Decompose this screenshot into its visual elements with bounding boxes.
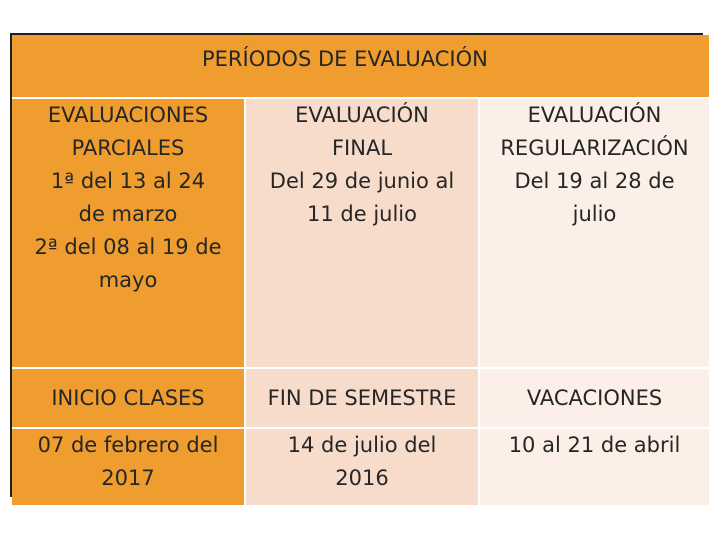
- table-title: [12, 35, 709, 97]
- vacation-date: 10 al 21 de abril: [508, 433, 681, 457]
- partial-evaluations-cell: [12, 99, 244, 367]
- final-evaluation-cell: [246, 99, 478, 367]
- semester-end-label: FIN DE SEMESTRE: [267, 385, 457, 410]
- regularization-evaluation-cell: [480, 99, 709, 367]
- semester-end-date-cell: [246, 429, 478, 505]
- class-start-label-cell: [12, 369, 244, 427]
- vacation-label-cell: [480, 369, 709, 427]
- regularization-evaluation-text: EVALUACIÓN REGULARIZACIÓN Del 19 al 28 de julio: [500, 103, 689, 226]
- class-start-label: INICIO CLASES: [51, 385, 205, 410]
- final-evaluation-text: EVALUACIÓN FINAL Del 29 de junio al 11 de julio: [269, 103, 455, 226]
- semester-end-date: 14 de julio del 2016: [287, 433, 437, 490]
- class-start-date: 07 de febrero del 2017: [37, 433, 219, 490]
- semester-end-label-cell: [246, 369, 478, 427]
- table-title-text: PERÍODOS DE EVALUACIÓN: [202, 47, 488, 71]
- partial-evaluations-text: EVALUACIONES PARCIALES 1ª del 13 al 24 de marzo 2ª del 08 al 19 de mayo: [34, 103, 222, 292]
- vacation-label: VACACIONES: [526, 385, 663, 410]
- evaluation-periods-table: [10, 33, 703, 497]
- vacation-date-cell: [480, 429, 709, 505]
- class-start-date-cell: [12, 429, 244, 505]
